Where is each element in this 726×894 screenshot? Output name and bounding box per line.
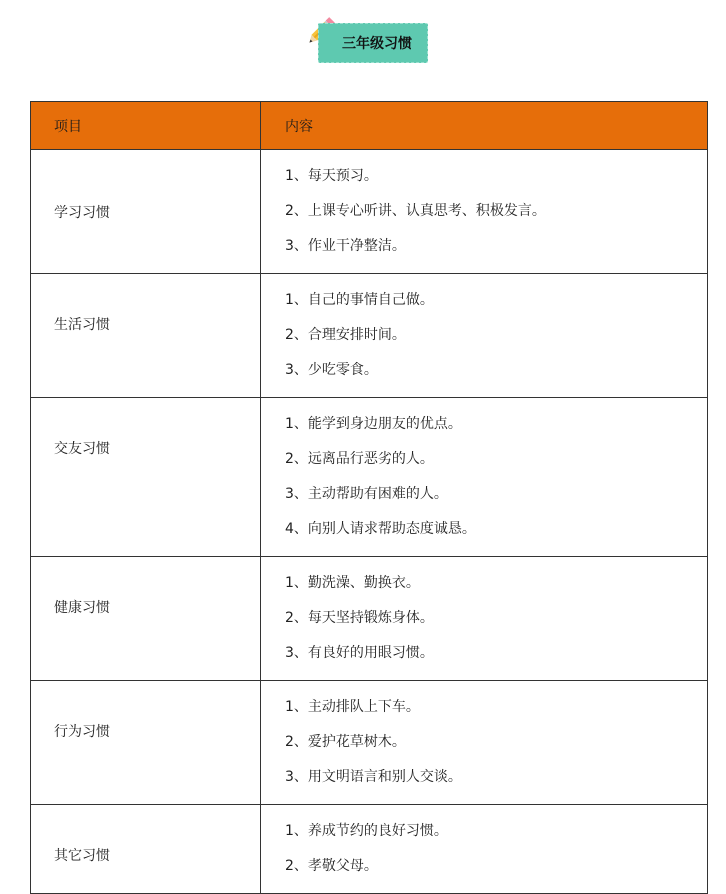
list-item: 1、主动排队上下车。 [285, 699, 420, 715]
table-row [31, 557, 708, 681]
list-item: 1、每天预习。 [285, 168, 378, 184]
category-cell: 交友习惯 [31, 398, 261, 557]
category-cell: 生活习惯 [31, 274, 261, 398]
table-header-row [31, 102, 708, 150]
list-item: 2、每天坚持锻炼身体。 [285, 610, 434, 626]
title-area [305, 17, 435, 69]
header-category: 项目 [31, 102, 261, 150]
category-cell: 行为习惯 [31, 681, 261, 805]
list-item: 3、少吃零食。 [285, 362, 378, 378]
list-item: 1、勤洗澡、勤换衣。 [285, 575, 420, 591]
list-item: 1、自己的事情自己做。 [285, 292, 434, 308]
category-cell: 健康习惯 [31, 557, 261, 681]
category-cell: 学习习惯 [31, 150, 261, 274]
list-item: 2、合理安排时间。 [285, 327, 406, 343]
list-item: 2、爱护花草树木。 [285, 734, 406, 750]
list-item: 3、有良好的用眼习惯。 [285, 645, 434, 661]
table-row [31, 274, 708, 398]
list-item: 2、远离品行恶劣的人。 [285, 451, 434, 467]
list-item: 2、孝敬父母。 [285, 858, 378, 874]
list-item: 1、能学到身边朋友的优点。 [285, 416, 462, 432]
items-cell [261, 557, 708, 681]
list-item: 3、用文明语言和别人交谈。 [285, 769, 462, 785]
table-row [31, 150, 708, 274]
items-cell [261, 398, 708, 557]
list-item: 4、向别人请求帮助态度诚恳。 [285, 521, 476, 537]
list-item: 3、作业干净整洁。 [285, 238, 406, 254]
list-item: 2、上课专心听讲、认真思考、积极发言。 [285, 203, 546, 219]
table-row [31, 805, 708, 894]
page-title: 三年级习惯 [318, 23, 428, 63]
category-cell: 其它习惯 [31, 805, 261, 894]
table-row [31, 681, 708, 805]
items-cell [261, 150, 708, 274]
habits-table [30, 101, 708, 894]
items-cell [261, 681, 708, 805]
table-row [31, 398, 708, 557]
items-cell [261, 805, 708, 894]
header-content: 内容 [261, 102, 708, 150]
items-cell [261, 274, 708, 398]
list-item: 3、主动帮助有困难的人。 [285, 486, 448, 502]
list-item: 1、养成节约的良好习惯。 [285, 823, 448, 839]
